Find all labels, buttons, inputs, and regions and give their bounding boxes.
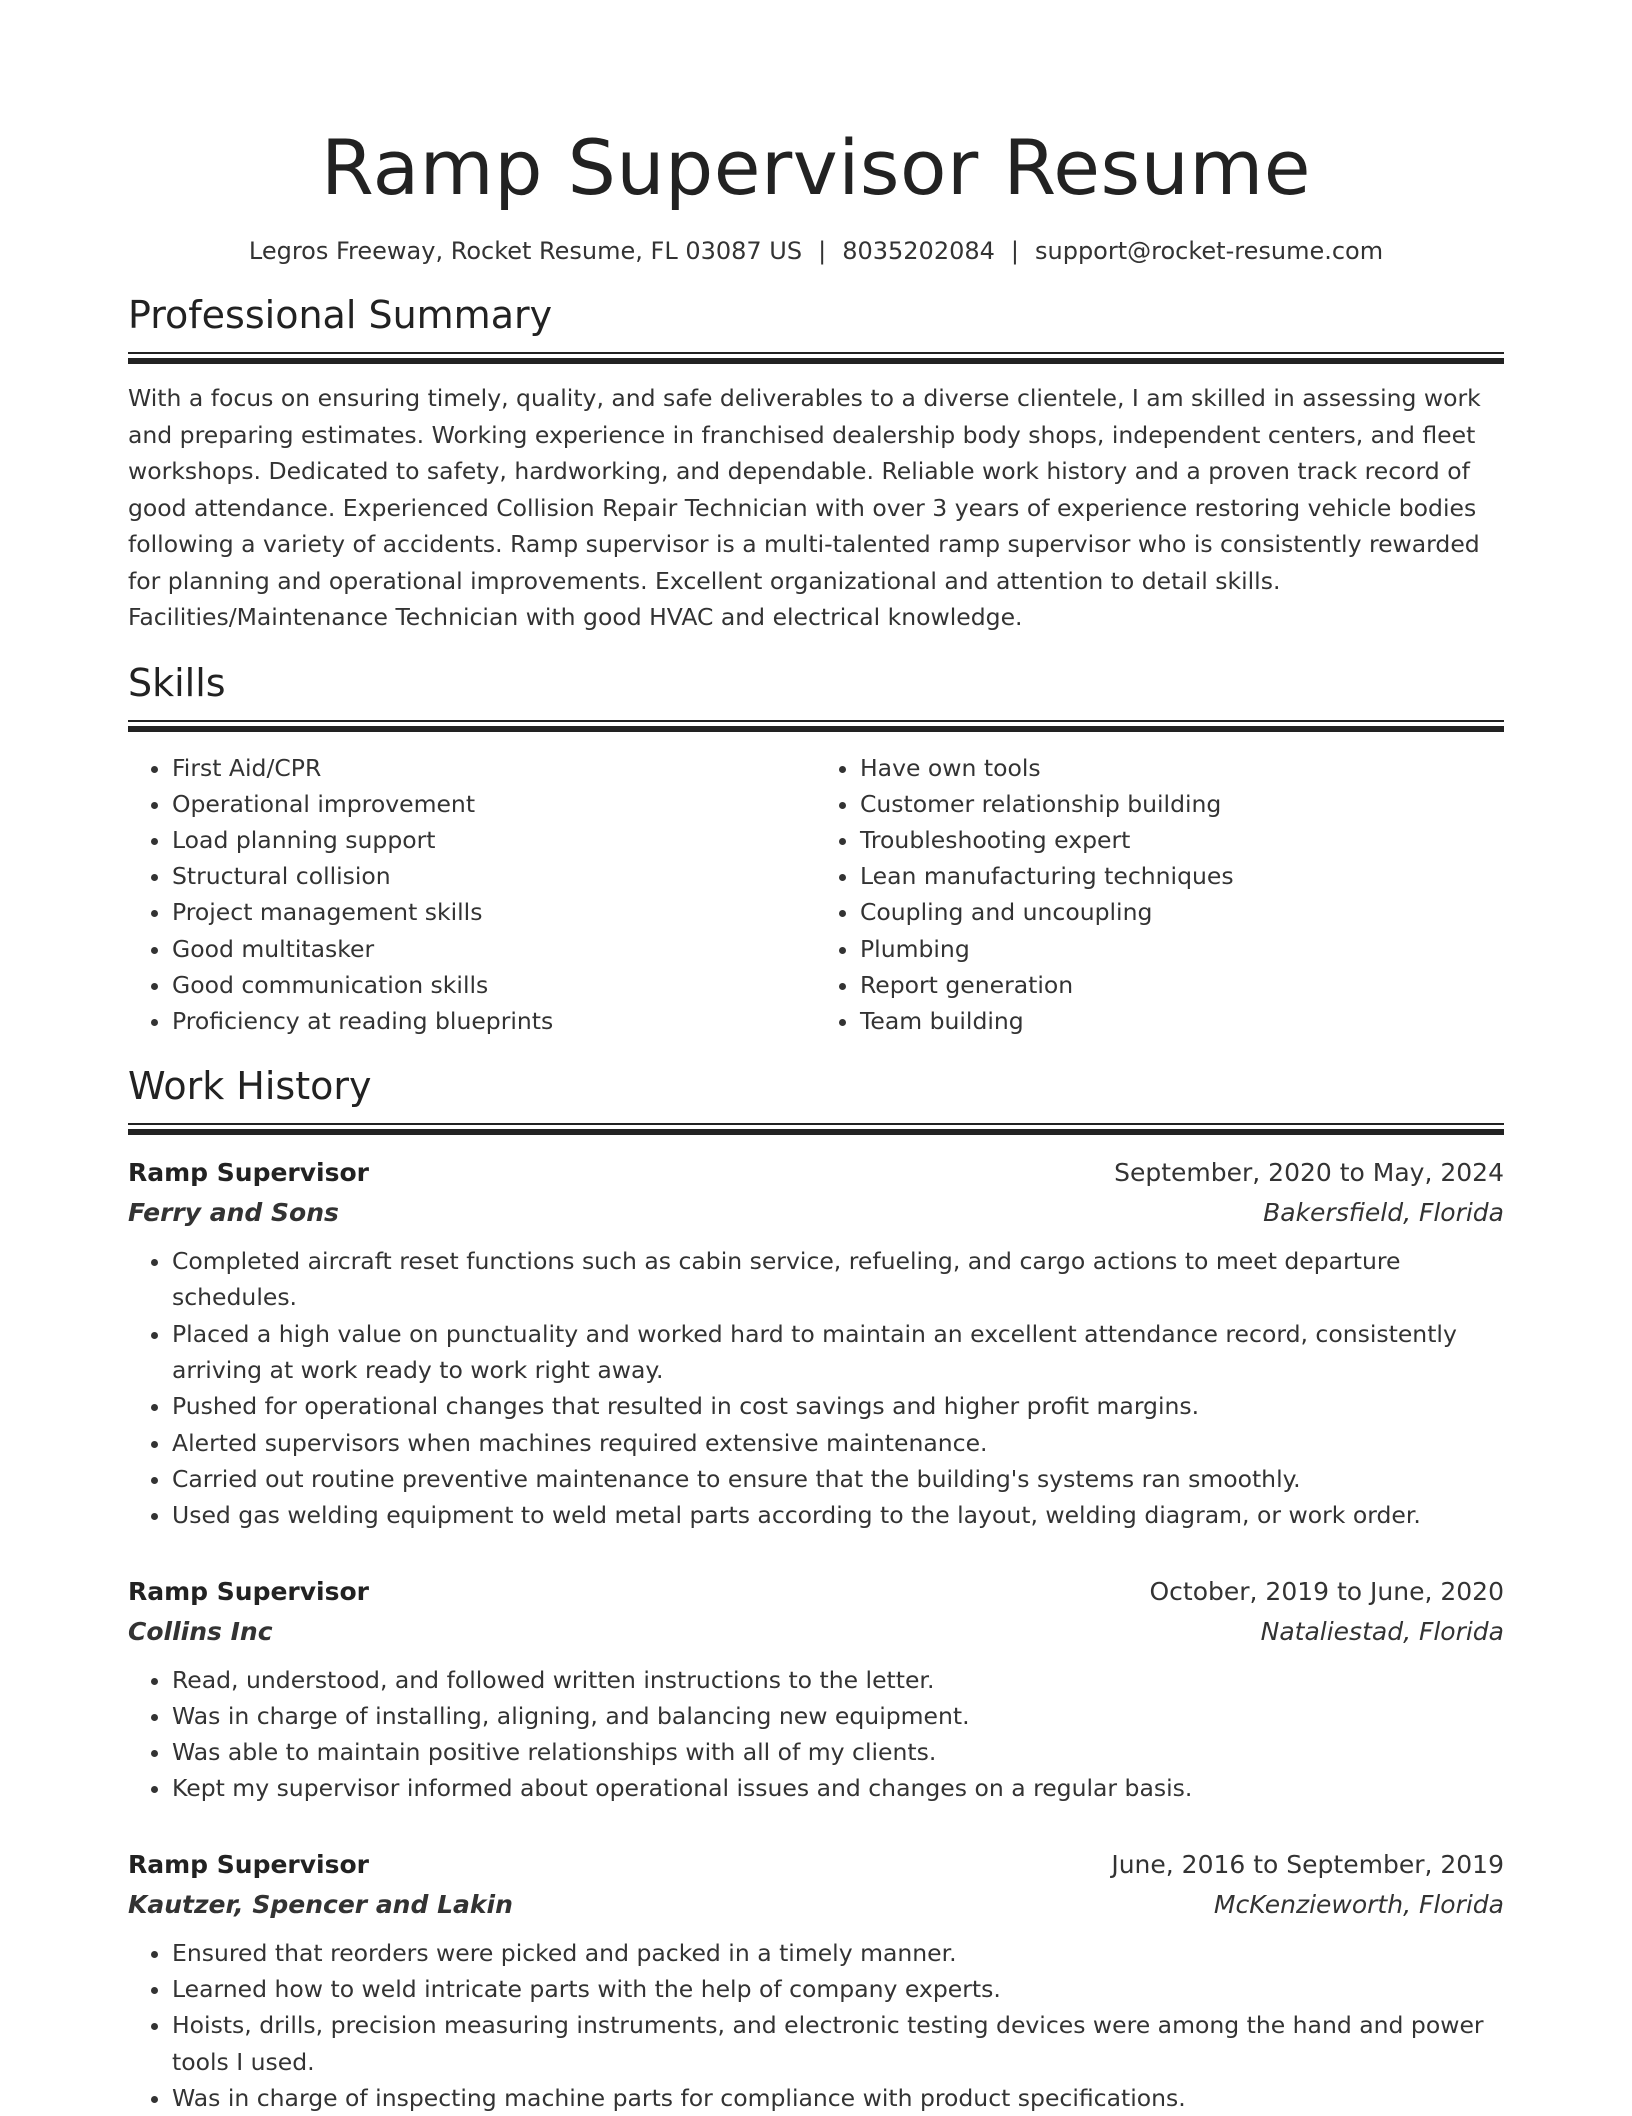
section-heading: Skills [128, 660, 226, 705]
job-bullets [128, 1662, 1504, 1807]
job-entry [128, 1572, 1504, 1807]
contact-separator: | [818, 237, 827, 265]
skills-list-right [816, 750, 1504, 1040]
job-bullet: • Pushed for operational changes that resulted in cost savings and higher profit margins. [172, 1388, 1504, 1424]
job-bullet: • Was able to maintain positive relationships with all of my clients. [172, 1734, 1504, 1770]
job-bullet: • Learned how to weld intricate parts with the help of company experts. [172, 1971, 1504, 2007]
section-divider [128, 1123, 1504, 1135]
section-heading: Professional Summary [128, 293, 553, 337]
job-bullets [128, 1935, 1504, 2116]
skill-item: • Proficiency at reading blueprints [172, 1003, 816, 1039]
job-header-row [128, 1845, 1504, 1885]
professional-summary-section [128, 290, 1504, 636]
contact-phone: 8035202084 [842, 237, 995, 265]
skill-item: • Report generation [860, 967, 1504, 1003]
skill-item: • Troubleshooting expert [860, 822, 1504, 858]
job-company: Kautzer, Spencer and Lakin [128, 1889, 513, 1919]
section-divider [128, 352, 1504, 364]
page-title: Ramp Supervisor Resume [320, 123, 1312, 212]
job-company: Ferry and Sons [128, 1198, 339, 1228]
job-header-row [128, 1572, 1504, 1612]
skill-item: • Load planning support [172, 822, 816, 858]
job-bullet: • Used gas welding equipment to weld metal parts according to the layout, welding diagram, or work order. [172, 1497, 1504, 1533]
job-title: Ramp Supervisor [128, 1576, 370, 1606]
job-title: Ramp Supervisor [128, 1158, 370, 1188]
job-title: Ramp Supervisor [128, 1849, 370, 1879]
job-company-row [128, 1193, 1504, 1233]
section-heading: Work History [128, 1064, 372, 1109]
job-bullet: • Read, understood, and followed written instructions to the letter. [172, 1662, 1504, 1698]
job-entry [128, 1845, 1504, 2116]
skills-list-left [128, 750, 816, 1040]
skill-item: • Project management skills [172, 894, 816, 930]
job-header-row [128, 1153, 1504, 1193]
job-entry [128, 1153, 1504, 1533]
skill-item: • Have own tools [860, 750, 1504, 786]
skills-columns [128, 750, 1504, 1040]
job-location: Bakersfield, Florida [1263, 1198, 1504, 1228]
job-bullet: • Was in charge of installing, aligning, and balancing new equipment. [172, 1698, 1504, 1734]
job-dates: June, 2016 to September, 2019 [1111, 1849, 1504, 1879]
job-company-row [128, 1612, 1504, 1652]
skill-item: • Team building [860, 1003, 1504, 1039]
skill-item: • Operational improvement [172, 786, 816, 822]
job-company: Collins Inc [128, 1616, 273, 1646]
skills-section [128, 658, 1504, 1040]
skill-item: • Lean manufacturing techniques [860, 858, 1504, 894]
job-location: Nataliestad, Florida [1260, 1616, 1504, 1646]
job-bullet: • Hoists, drills, precision measuring instruments, and electronic testing devices were among the hand and power tools I used. [172, 2007, 1504, 2080]
contact-line [128, 234, 1504, 268]
job-company-row [128, 1885, 1504, 1925]
skill-item: • Structural collision [172, 858, 816, 894]
skill-item: • Plumbing [860, 931, 1504, 967]
contact-separator: | [1010, 237, 1019, 265]
job-dates: October, 2019 to June, 2020 [1149, 1576, 1504, 1606]
skill-item: • Good communication skills [172, 967, 816, 1003]
skill-item: • Good multitasker [172, 931, 816, 967]
skill-item: • Coupling and uncoupling [860, 894, 1504, 930]
job-bullet: • Completed aircraft reset functions such as cabin service, refueling, and cargo actions to meet departure schedules. [172, 1243, 1504, 1316]
contact-email: support@rocket-resume.com [1035, 237, 1384, 265]
job-bullets [128, 1243, 1504, 1533]
job-location: McKenzieworth, Florida [1213, 1889, 1504, 1919]
summary-text: With a focus on ensuring timely, quality, and safe deliverables to a diverse clientele, I am skilled in assessing work and preparing estimates. Working experience in franchised dealership body shops, independent centers, and fleet workshops. Dedicated to safety, hardworking, and dependable. Reliable work history and a proven track record of good attendance. Experienced Collision Repair Technician with over 3 years of experience restoring vehicle bodies following a variety of accidents. Ramp supervisor is a multi-talented ramp supervisor who is consistently rewarded for planning and operational improvements. Excellent organizational and attention to detail skills. Facilities/Maintenance Technician with good HVAC and electrical knowledge. [128, 384, 1481, 631]
job-dates: September, 2020 to May, 2024 [1114, 1158, 1504, 1188]
job-bullet: • Was in charge of inspecting machine parts for compliance with product specifications. [172, 2080, 1504, 2116]
job-bullet: • Carried out routine preventive maintenance to ensure that the building's systems ran smoothly. [172, 1461, 1504, 1497]
skill-item: • First Aid/CPR [172, 750, 816, 786]
section-divider [128, 720, 1504, 732]
contact-address: Legros Freeway, Rocket Resume, FL 03087 US [248, 237, 803, 265]
job-bullet: • Placed a high value on punctuality and worked hard to maintain an excellent attendance record, consistently arriving at work ready to work right away. [172, 1316, 1504, 1389]
job-bullet: • Ensured that reorders were picked and packed in a timely manner. [172, 1935, 1504, 1971]
work-history-section [128, 1061, 1504, 2116]
skill-item: • Customer relationship building [860, 786, 1504, 822]
job-bullet: • Kept my supervisor informed about operational issues and changes on a regular basis. [172, 1770, 1504, 1806]
job-bullet: • Alerted supervisors when machines required extensive maintenance. [172, 1425, 1504, 1461]
